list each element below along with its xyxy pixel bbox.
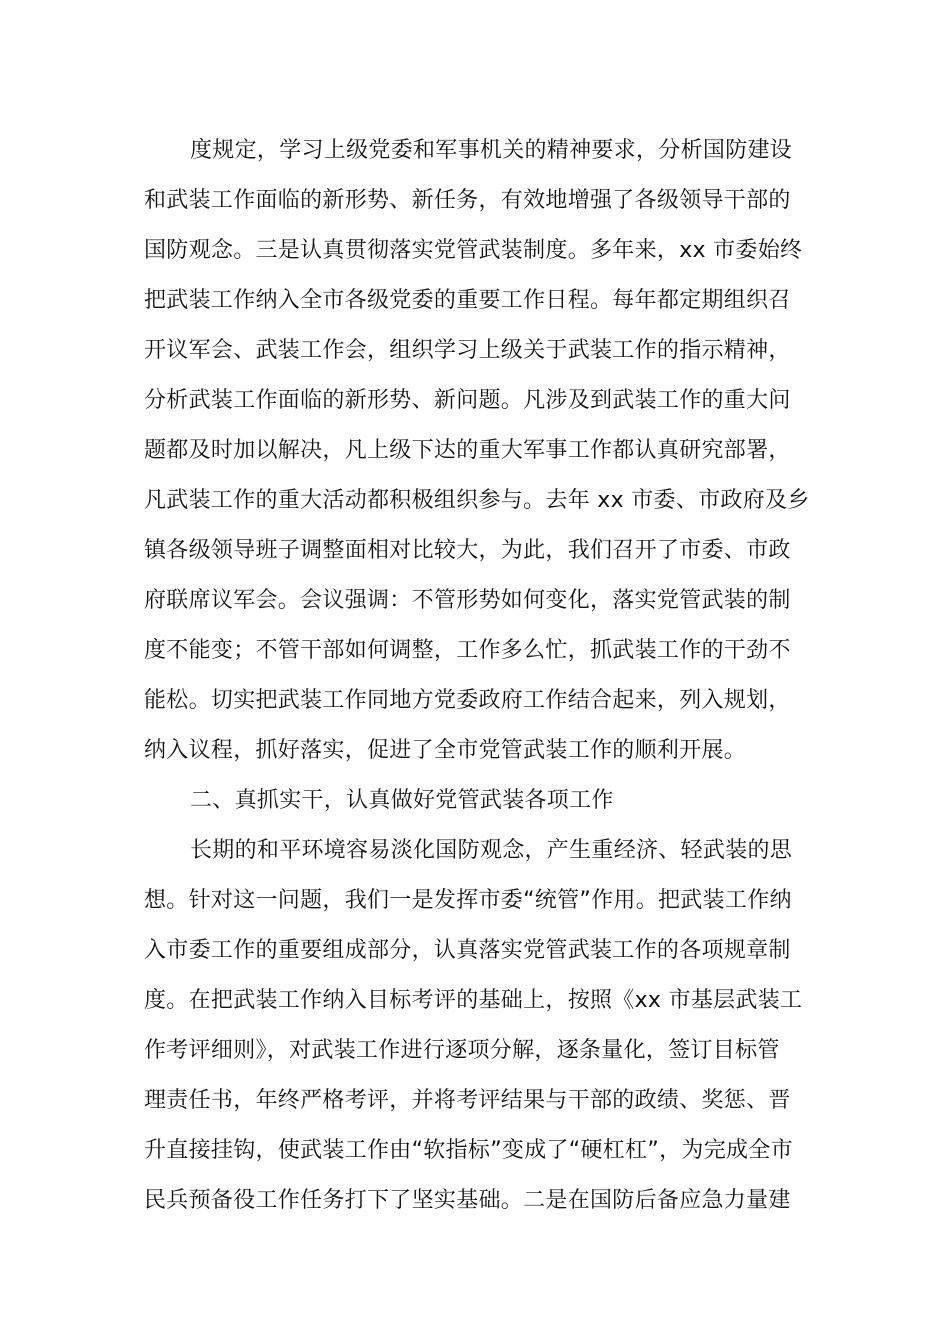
- section-heading: 二、真抓实干，认真做好党管武装各项工作: [190, 788, 614, 813]
- text-line: 开议军会、武装工作会，组织学习上级关于武装工作的指示精神，: [144, 338, 791, 363]
- text-line: 纳入议程，抓好落实，促进了全市党管武装工作的顺利开展。: [144, 738, 747, 763]
- text-line: 题都及时加以解决，凡上级下达的重大军事工作都认真研究部署，: [144, 438, 791, 463]
- text-line: 能松。切实把武装工作同地方党委政府工作结合起来，列入规划，: [144, 688, 791, 713]
- text-line: 和武装工作面临的新形势、新任务，有效地增强了各级领导干部的: [144, 188, 791, 213]
- text-line: 长期的和平环境容易淡化国防观念，产生重经济、轻武装的思: [190, 838, 793, 863]
- text-line: 理责任书，年终严格考评，并将考评结果与干部的政绩、奖惩、晋: [144, 1088, 791, 1113]
- text-line: 分析武装工作面临的新形势、新问题。凡涉及到武装工作的重大问: [144, 388, 791, 413]
- text-line: 升直接挂钩，使武装工作由“软指标”变成了“硬杠杠”，为完成全市: [144, 1138, 793, 1163]
- text-line: 入市委工作的重要组成部分，认真落实党管武装工作的各项规章制: [144, 938, 791, 963]
- text-line: 想。针对这一问题，我们一是发挥市委“统管”作用。把武装工作纳: [144, 888, 792, 913]
- text-line: 度不能变；不管干部如何调整，工作多么忙，抓武装工作的干劲不: [144, 638, 791, 663]
- text-line: 凡武装工作的重大活动都积极组织参与。去年 xx 市委、市政府及乡: [144, 488, 810, 513]
- text-line: 镇各级领导班子调整面相对比较大，为此，我们召开了市委、市政: [144, 538, 791, 563]
- text-line: 度规定，学习上级党委和军事机关的精神要求，分析国防建设: [190, 138, 793, 163]
- text-line: 国防观念。三是认真贯彻落实党管武装制度。多年来，xx 市委始终: [144, 238, 803, 263]
- text-line: 把武装工作纳入全市各级党委的重要工作日程。每年都定期组织召: [144, 288, 791, 313]
- text-line: 民兵预备役工作任务打下了坚实基础。二是在国防后备应急力量建: [144, 1188, 791, 1213]
- text-line: 作考评细则》，对武装工作进行逐项分解，逐条量化，签订目标管: [144, 1038, 780, 1063]
- text-line: 度。在把武装工作纳入目标考评的基础上，按照《xx 市基层武装工: [144, 988, 803, 1013]
- text-line: 府联席议军会。会议强调：不管形势如何变化，落实党管武装的制: [144, 588, 791, 613]
